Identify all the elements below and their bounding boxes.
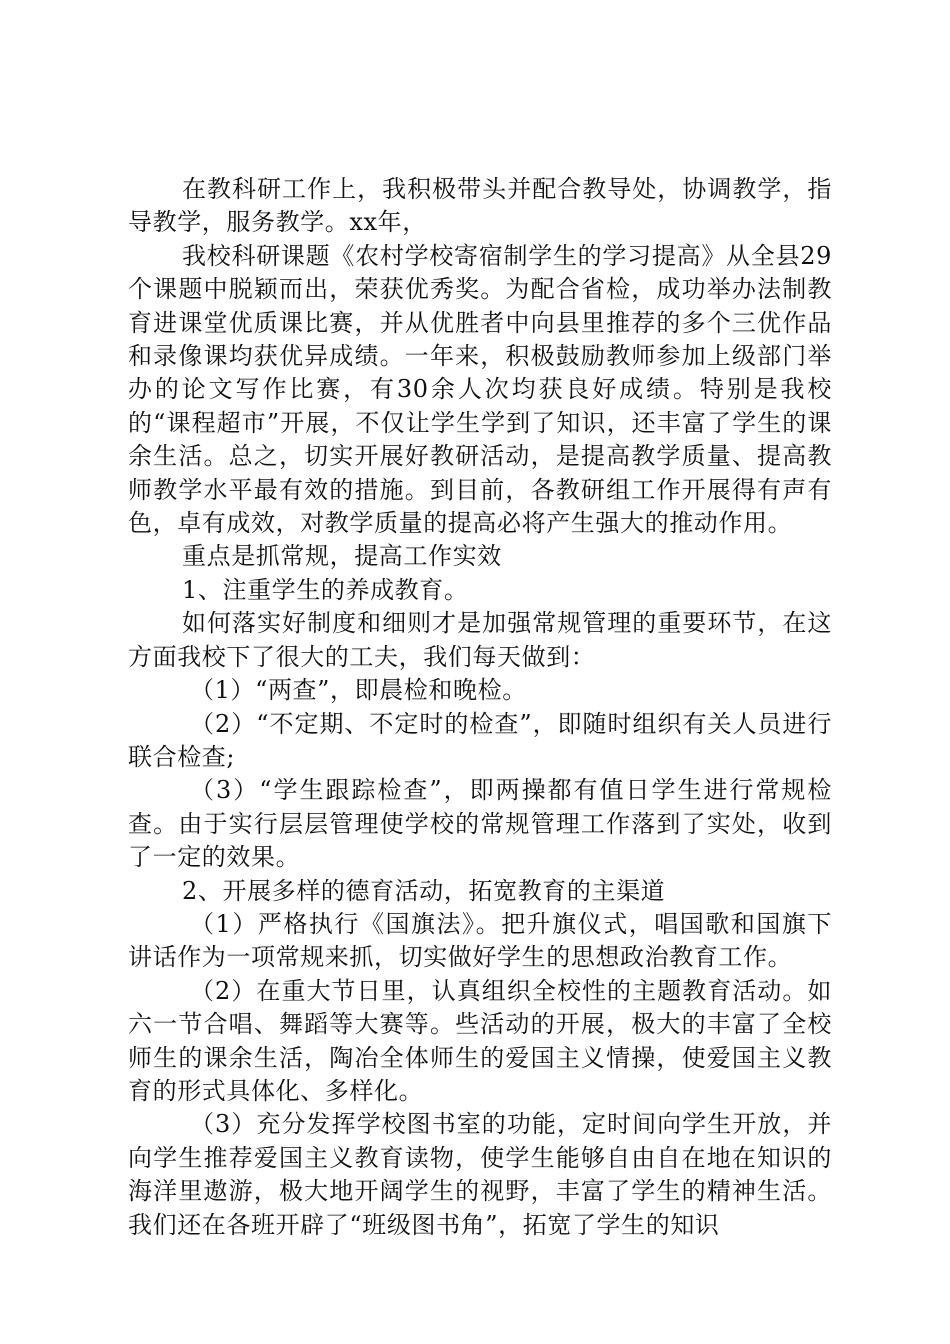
subheading-habit-education: 1、注重学生的养成教育。 [182, 575, 469, 604]
paragraph-research-work: 在教科研工作上，我积极带头并配合教导处，协调教学，指导教学，服务教学。xx年， [128, 175, 832, 237]
list-item-festival-activities: （2）在重大节日里，认真组织全校性的主题教育活动。如六一节合唱、舞蹈等大赛等。些活动的开展，极大的丰富了全校师生的课余生活，陶冶全体师生的爱国主义情操，使爱国主义教育的形式具体化、多样化。 [128, 976, 832, 1105]
list-item-two-checks: （1）“两查”，即晨检和晚检。 [190, 676, 527, 705]
paragraph-research-project: 我校科研课题《农村学校寄宿制学生的学习提高》从全县29个课题中脱颖而出，荣获优秀奖。为配合省检，成功举办法制教育进课堂优质课比赛，并从优胜者中向县里推荐的多个三优作品和录像课均获优异成绩。一年来，积极鼓励教师参加上级部门举办的论文写作比赛，有30余人次均获良好成绩。特别是我校的“课程超市”开展，不仅让学生学到了知识，还丰富了学生的课余生活。总之，切实开展好教研活动，是提高教学质量、提高教师教学水平最有效的措施。到目前，各教研组工作开展得有声有色，卓有成效，对教学质量的提高必将产生强大的推动作用。 [128, 241, 832, 538]
list-item-library: （3）充分发挥学校图书室的功能，定时间向学生开放，并向学生推荐爱国主义教育读物，使学生能够自由自在地在知识的海洋里遨游，极大地开阔学生的视野，丰富了学生的精神生活。我们还在各班开辟了“班级图书角”，拓宽了学生的知识 [128, 1110, 832, 1239]
list-item-random-checks: （2）“不定期、不定时的检查”，即随时组织有关人员进行联合检查; [128, 709, 832, 771]
list-item-tracking-checks: （3）“学生跟踪检查”，即两操都有值日学生进行常规检查。由于实行层层管理使学校的常规管理工作落到了实处，收到了一定的效果。 [128, 776, 832, 872]
document-body [128, 173, 832, 1242]
section-heading-routine: 重点是抓常规，提高工作实效 [182, 542, 502, 571]
list-item-flag-law: （1）严格执行《国旗法》。把升旗仪式，唱国歌和国旗下讲话作为一项常规来抓，切实做好学生的思想政治教育工作。 [128, 909, 832, 972]
paragraph-routine-management: 如何落实好制度和细则才是加强常规管理的重要环节，在这方面我校下了很大的工夫，我们每天做到： [128, 609, 832, 671]
subheading-moral-activities: 2、开展多样的德育活动，拓宽教育的主渠道 [182, 876, 666, 905]
